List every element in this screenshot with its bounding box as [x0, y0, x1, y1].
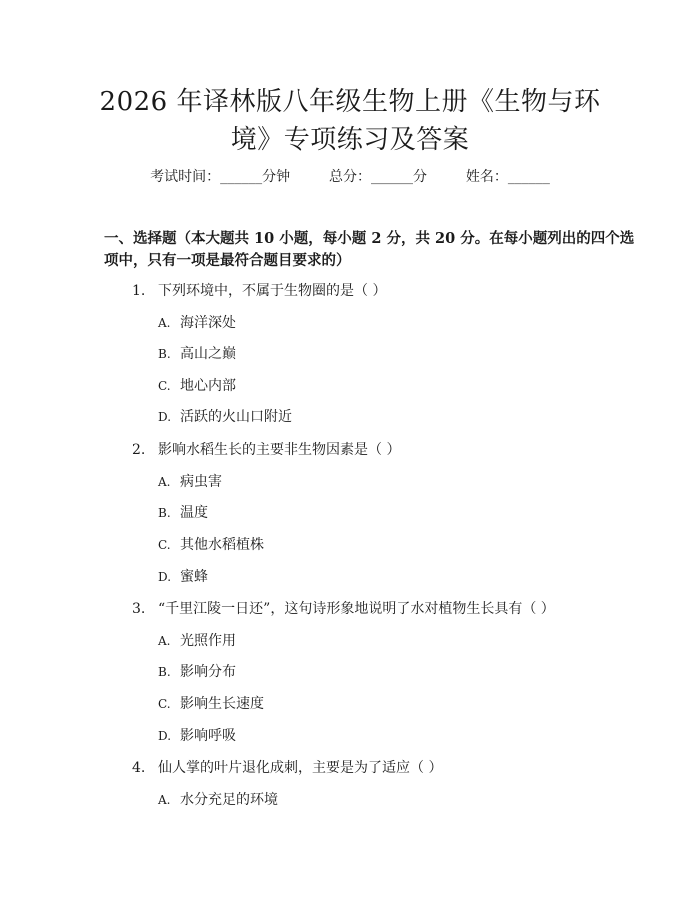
option-text: 地心内部 — [180, 378, 236, 394]
question-3 — [132, 599, 555, 619]
question-text: 影响水稻生长的主要非生物因素是（ ） — [158, 442, 401, 458]
question-number: 3. — [132, 601, 146, 617]
question-2 — [132, 440, 400, 460]
option-text: 蜜蜂 — [180, 569, 208, 585]
option-letter: D. — [158, 570, 172, 584]
question-4-option-a — [158, 790, 278, 810]
option-letter: C. — [158, 697, 171, 711]
question-number: 1. — [132, 283, 146, 299]
question-2-option-c — [158, 535, 264, 555]
exam-info — [0, 167, 700, 187]
question-1-option-c — [158, 376, 236, 396]
option-text: 病虫害 — [180, 474, 222, 490]
question-text: 仙人掌的叶片退化成刺，主要是为了适应（ ） — [158, 760, 443, 776]
question-number: 2. — [132, 442, 146, 458]
option-letter: C. — [158, 538, 171, 552]
option-text: 高山之巅 — [180, 346, 236, 362]
question-3-option-a — [158, 631, 236, 651]
question-text: 下列环境中，不属于生物圈的是（ ） — [158, 283, 387, 299]
question-number: 4. — [132, 760, 146, 776]
time-blank: ______ — [220, 169, 263, 185]
option-text: 影响分布 — [180, 664, 236, 680]
question-2-option-d — [158, 567, 208, 587]
time-label: 考试时间： — [150, 169, 221, 185]
option-letter: C. — [158, 379, 171, 393]
option-letter: B. — [158, 506, 171, 520]
option-text: 活跃的火山口附近 — [180, 409, 292, 425]
name-label: 姓名： — [465, 169, 508, 185]
option-text: 温度 — [180, 505, 208, 521]
score-blank: ______ — [371, 169, 413, 185]
question-3-option-b — [158, 662, 236, 682]
section-heading-line-2: 项中，只有一项是最符合题目要求的） — [104, 252, 351, 269]
option-letter: A. — [158, 475, 171, 489]
option-letter: A. — [158, 316, 171, 330]
score-label: 总分： — [329, 169, 371, 185]
option-letter: D. — [158, 729, 172, 743]
option-text: 影响呼吸 — [180, 728, 236, 744]
option-letter: A. — [158, 793, 171, 807]
question-1 — [132, 281, 386, 301]
question-2-option-a — [158, 472, 222, 492]
section-heading-line-1: 一、选择题（本大题共 10 小题，每小题 2 分，共 20 分。在每小题列出的四个选 — [104, 230, 635, 247]
option-letter: B. — [158, 347, 171, 361]
option-text: 海洋深处 — [180, 315, 236, 331]
option-letter: A. — [158, 634, 171, 648]
page-title-line-1: 2026 年译林版八年级生物上册《生物与环 — [99, 87, 601, 117]
question-3-option-d — [158, 726, 236, 746]
question-1-option-a — [158, 313, 236, 333]
question-2-option-b — [158, 503, 208, 523]
page-title-line-2: 境》专项练习及答案 — [230, 125, 470, 155]
option-text: 光照作用 — [180, 633, 236, 649]
question-text: “千里江陵一日还”，这句诗形象地说明了水对植物生长具有（ ） — [158, 601, 555, 617]
question-1-option-b — [158, 344, 236, 364]
option-text: 其他水稻植株 — [180, 537, 264, 553]
question-4 — [132, 758, 442, 778]
question-1-option-d — [158, 407, 292, 427]
option-letter: D. — [158, 410, 172, 424]
question-3-option-c — [158, 694, 264, 714]
option-text: 影响生长速度 — [180, 696, 264, 712]
option-letter: B. — [158, 665, 171, 679]
time-unit: 分钟 — [262, 169, 291, 185]
option-text: 水分充足的环境 — [180, 792, 278, 808]
score-unit: 分 — [413, 169, 427, 185]
name-blank: ______ — [507, 169, 550, 185]
